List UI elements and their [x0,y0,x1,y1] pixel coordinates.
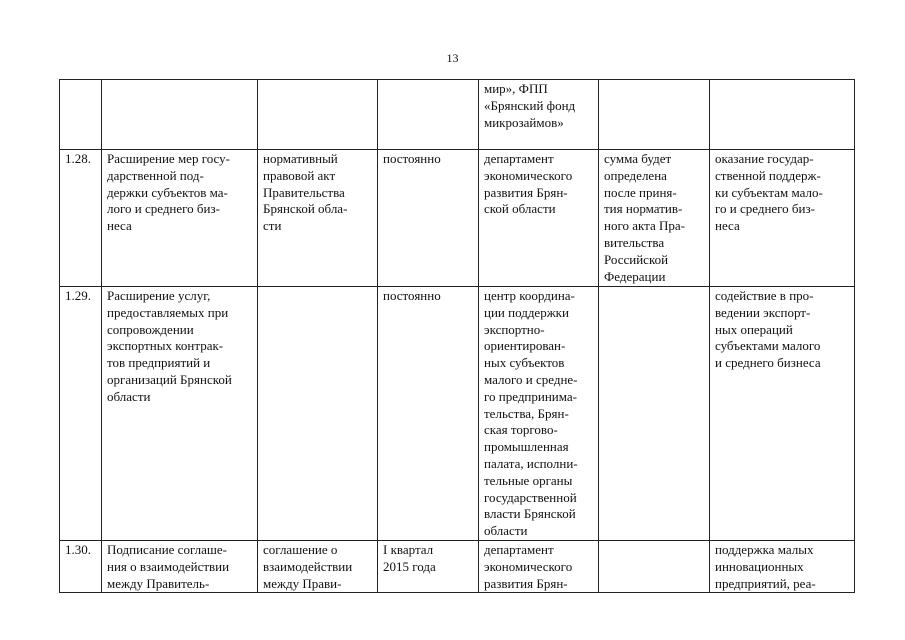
form-cell: нормативный правовой акт Правительства Брянской обла- сти [258,150,378,287]
executor-cell: центр координа- ции поддержки экспортно- ориентирован- ных субъектов малого и средне- го предпринима- тельства, Брян- ская торгово- промышленная палата, исполни- тельные органы государственной власти Брянской области [479,287,599,541]
result-cell: оказание государ- ственной поддерж- ки субъектам мало- го и среднего биз- неса [710,150,855,287]
term-cell: постоянно [378,150,479,287]
item-number-cell: 1.29. [60,287,102,541]
action-plan-table [59,79,855,593]
term-cell: постоянно [378,287,479,541]
item-number-cell [60,80,102,150]
funding-cell: сумма будет определена после приня- тия норматив- ного акта Пра- вительства Российской Федерации [599,150,710,287]
page-number: 13 [446,51,459,65]
funding-cell [599,287,710,541]
measure-cell: Подписание соглаше- ния о взаимодействии между Правитель- [102,541,258,593]
term-cell: I квартал 2015 года [378,541,479,593]
measure-cell [102,80,258,150]
result-cell [710,80,855,150]
executor-cell: департамент экономического развития Брян- ской области [479,150,599,287]
item-number-cell: 1.28. [60,150,102,287]
table-row [60,541,855,593]
form-cell [258,80,378,150]
executor-cell: департамент экономического развития Брян- [479,541,599,593]
form-cell [258,287,378,541]
table-row [60,80,855,150]
measure-cell: Расширение мер госу- дарственной под- держки субъектов ма- лого и среднего биз- неса [102,150,258,287]
measure-cell: Расширение услуг, предоставляемых при сопровождении экспортных контрак- тов предприятий и организаций Брянской области [102,287,258,541]
item-number-cell: 1.30. [60,541,102,593]
term-cell [378,80,479,150]
form-cell: соглашение о взаимодействии между Прави- [258,541,378,593]
executor-cell: мир», ФПП «Брянский фонд микрозаймов» [479,80,599,150]
funding-cell [599,541,710,593]
result-cell: содействие в про- ведении экспорт- ных операций субъектами малого и среднего бизнеса [710,287,855,541]
table-row [60,287,855,541]
funding-cell [599,80,710,150]
table-row [60,150,855,287]
result-cell: поддержка малых инновационных предприятий, реа- [710,541,855,593]
